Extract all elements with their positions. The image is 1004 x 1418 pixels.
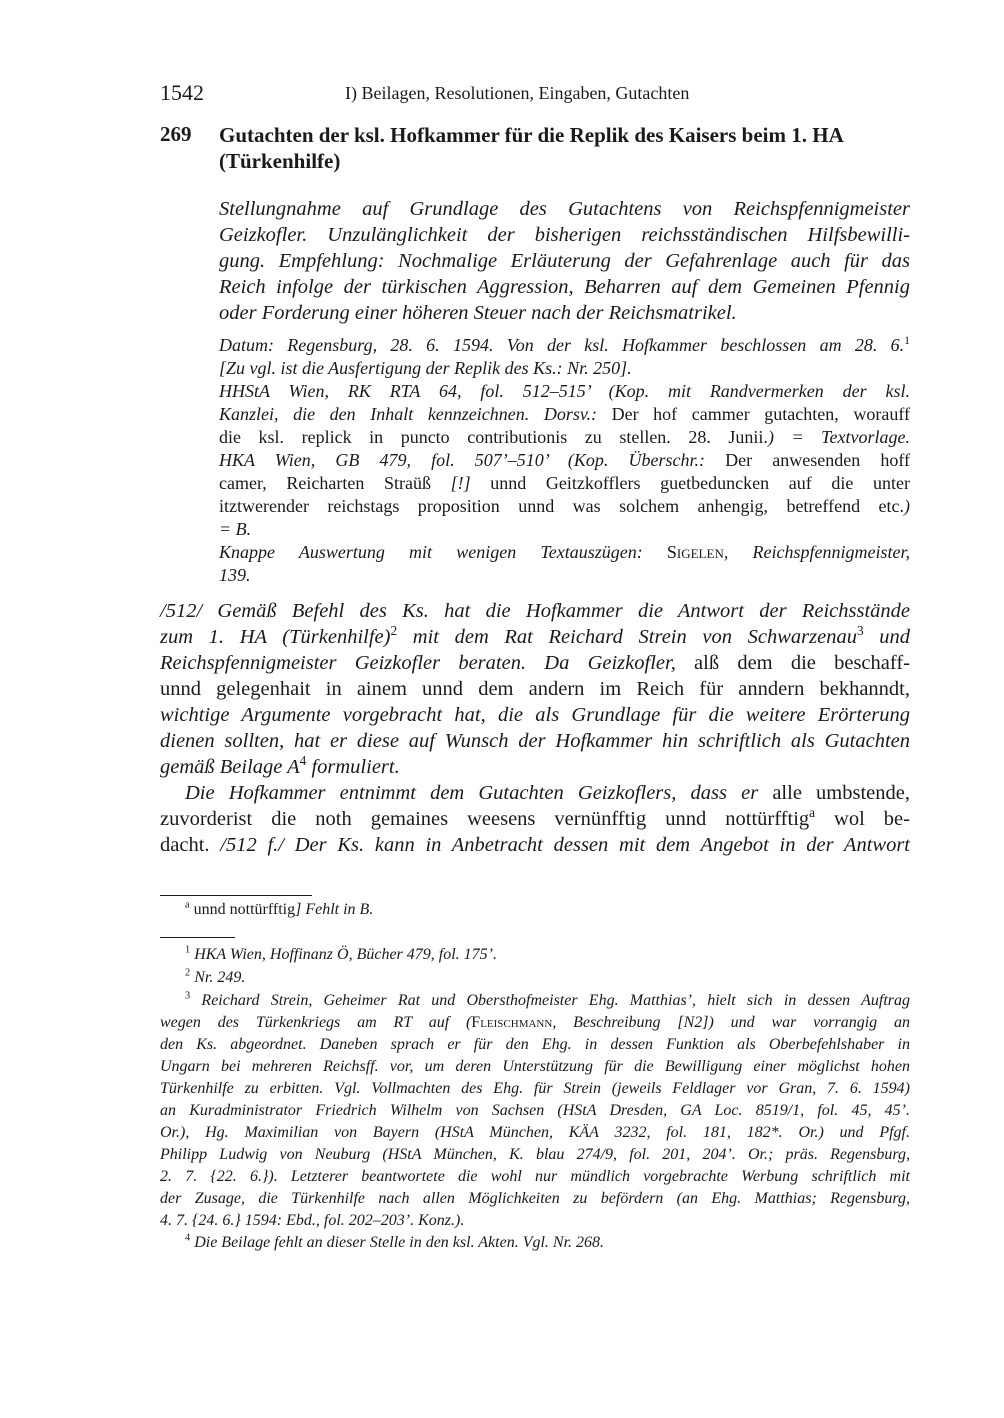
text-run: der Zusage, die Türkenhilfe nach allen Möglichkeiten zu befördern (an Ehg. Matthias; Regensburg, [160, 1190, 910, 1207]
body-line [185, 780, 910, 806]
running-title: I) Beilagen, Resolutionen, Eingaben, Gutachten [345, 83, 690, 103]
summary-line [219, 222, 910, 248]
superscript-marker: 2 [185, 967, 191, 979]
superscript-marker: a [185, 899, 190, 911]
footnotes-line [185, 944, 910, 966]
variant-notes-rule [160, 895, 312, 896]
footnotes-line [160, 1166, 910, 1188]
body-line [160, 806, 910, 832]
text-run: Reichard Strein, Geheimer Rat und Obersthofmeister Ehg. Matthias’, hielt sich in dessen Auftrag [190, 992, 910, 1009]
text-run: gung. Empfehlung: Nochmalige Erläuterung der Gefahrenlage auch für das [219, 250, 910, 272]
text-run: = B. [219, 519, 252, 539]
text-run: 4. 7. {24. 6.} 1594: Ebd., fol. 202–203’. Konz.). [160, 1212, 465, 1229]
text-run: oder Forderung einer höheren Steuer nach der Reichsmatrikel. [219, 302, 737, 324]
footnotes-line [160, 1122, 910, 1144]
text-run: Fleischmann [471, 1014, 553, 1031]
text-run: zuvorderist die noth gemaines weesens vernünfftig unnd nottürfftig [160, 808, 810, 830]
summary-line [219, 196, 910, 222]
source-notes-line [219, 334, 910, 357]
footnotes-line [160, 1056, 910, 1078]
page-number: 1542 [160, 80, 204, 105]
footnotes-line [160, 1210, 910, 1232]
summary-line [219, 300, 910, 326]
document-number: 269 [160, 122, 192, 146]
text-run: dacht. [160, 834, 210, 856]
text-run: Die Beilage fehlt an dieser Stelle in den ksl. Akten. Vgl. Nr. 268. [190, 1234, 605, 1251]
footnotes-line [185, 1232, 910, 1254]
text-run: Or.), Hg. Maximilian von Bayern (HStA München, KÄA 3232, fol. 181, 182*. Or.) und Pfgf. [160, 1124, 910, 1141]
source-notes-line [219, 518, 910, 541]
text-run: zum 1. HA (Türkenhilfe) [160, 626, 391, 648]
body-line [160, 754, 910, 780]
text-run: unnd Geitzkofflers guetbeduncken auf die unter [470, 473, 910, 493]
summary-line [219, 248, 910, 274]
text-run: , Beschreibung [N2]) und war vorrangig an [552, 1014, 911, 1031]
body-line [160, 728, 910, 754]
footnotes-line [160, 1144, 910, 1166]
variant-notes-line [185, 899, 485, 921]
footnotes-line [160, 1034, 910, 1056]
text-run: HKA Wien, Hoffinanz Ö, Bücher 479, fol. 175’. [190, 946, 497, 963]
superscript-marker: 1 [904, 334, 910, 347]
text-run: Der hof cammer gutachten, worauff [597, 404, 910, 424]
source-notes-line [219, 403, 910, 426]
text-run: dienen sollten, hat er diese auf Wunsch der Hofkammer hin schriftlich als Gutachten [160, 730, 910, 752]
text-run: wichtige Argumente vorgebracht hat, die als Grundlage für die weitere Erörterung [160, 704, 910, 726]
body-line [160, 676, 910, 702]
superscript-marker: 3 [856, 623, 864, 639]
text-run: Reichspfennigmeister Geizkofler beraten. Da Geizkofler, [160, 652, 676, 674]
text-run: formuliert. [306, 756, 400, 778]
text-run: 139. [219, 565, 251, 585]
body-line [160, 598, 910, 624]
text-run: /512/ Gemäß Befehl des Ks. hat die Hofkammer die Antwort der Reichsstände [160, 600, 910, 622]
body-line [160, 624, 910, 650]
text-run: Sigelen [666, 542, 724, 562]
text-run: Geizkofler. Unzulänglichkeit der bisherigen reichsständischen Hilfsbewilli- [219, 224, 910, 246]
text-run: Datum: Regensburg, 28. 6. 1594. Von der ksl. Hofkammer beschlossen am 28. 6. [219, 335, 905, 355]
text-run: alle umbstende, [758, 782, 911, 804]
text-run: /512 f./ Der Ks. kann in Anbetracht dessen mit dem Angebot in der Antwort [209, 834, 910, 856]
text-run: 2. 7. {22. 6.}). Letzterer beantwortete die wohl nur mündlich vorgebrachte Werbung schriftlich mit [160, 1168, 910, 1185]
source-notes-line [219, 426, 910, 449]
source-notes-line [219, 449, 910, 472]
source-notes-line [219, 495, 910, 518]
superscript-marker: 4 [299, 753, 307, 769]
text-run: itztwerender reichstags proposition unnd was solchem anhengig, betreffend etc. [219, 496, 904, 516]
text-run: Die Hofkammer entnimmt dem Gutachten Geizkoflers, dass er [185, 782, 759, 804]
source-notes-line [219, 564, 910, 587]
text-run: Nr. 249. [190, 969, 246, 986]
source-notes-line [219, 380, 910, 403]
footnotes-line [160, 1012, 910, 1034]
text-run: ) [904, 496, 910, 516]
text-run: Ungarn bei mehreren Reichsff. vor, um deren Unterstützung für die Bewilligung einer möglichst hohen [160, 1058, 910, 1075]
text-run: wegen des Türkenkriegs am RT auf ( [160, 1014, 472, 1031]
text-run: Stellungnahme auf Grundlage des Gutachtens von Reichspfennigmeister [219, 198, 910, 220]
superscript-marker: 4 [185, 1232, 191, 1244]
text-run: alß dem die beschaff- [675, 652, 910, 674]
body-line [160, 702, 910, 728]
superscript-marker: 3 [185, 990, 191, 1002]
text-run: an Kuradministrator Friedrich Wilhelm von Sachsen (HStA Dresden, GA Loc. 8519/1, fol. 45, 45’. [160, 1102, 910, 1119]
source-notes-line [219, 357, 910, 380]
superscript-marker: a [809, 805, 816, 821]
body-line [160, 832, 910, 858]
text-run: HKA Wien, GB 479, fol. 507’–510’ (Kop. Überschr.: [219, 450, 706, 470]
text-run: und [863, 626, 911, 648]
text-run: den Ks. abgeordnet. Daneben sprach er für den Ehg. in dessen Funktion als Oberbefehlshaber in [160, 1036, 910, 1053]
superscript-marker: 1 [185, 944, 191, 956]
footnotes-line [160, 1100, 910, 1122]
text-run: die ksl. replick in puncto contributionis zu stellen. 28. Junii. [219, 427, 768, 447]
text-run: Kanzlei, die den Inhalt kennzeichnen. Dorsv.: [219, 404, 598, 424]
text-run: , Reichspfennigmeister, [723, 542, 910, 562]
footnotes-line [185, 967, 910, 989]
text-run: unnd gelegenhait in ainem unnd dem andern im Reich für anndern bekhanndt, [160, 678, 910, 700]
footnotes-rule [160, 937, 235, 938]
text-run: HHStA Wien, RK RTA 64, fol. 512–515’ (Kop. mit Randvermerken der ksl. [219, 381, 910, 401]
superscript-marker: 2 [390, 623, 398, 639]
text-run: unnd nottürfftig [189, 901, 296, 918]
text-run: Der anwesenden hoff [705, 450, 910, 470]
document-title: Gutachten der ksl. Hofkammer für die Replik des Kaisers beim 1. HA (Türkenhilfe) [219, 123, 843, 173]
text-run: Knappe Auswertung mit wenigen Textauszügen: [219, 542, 667, 562]
footnotes-line [160, 1078, 910, 1100]
footnotes-line [160, 1188, 910, 1210]
footnotes-line [185, 990, 910, 1012]
text-run: Reich infolge der türkischen Aggression, Beharren auf dem Gemeinen Pfennig [219, 276, 910, 298]
source-notes-line [219, 541, 910, 564]
text-run: Philipp Ludwig von Neuburg (HStA München, K. blau 274/9, fol. 201, 204’. Or.; präs. Regensburg, [160, 1146, 910, 1163]
summary-line [219, 274, 910, 300]
text-run: Türkenhilfe zu erbitten. Vgl. Vollmachten des Ehg. für Strein (jeweils Feldlager vor Gran, 7. 6. 1594) [160, 1080, 910, 1097]
text-run: wol be- [815, 808, 910, 830]
source-notes-line [219, 472, 910, 495]
text-run: [Zu vgl. ist die Ausfertigung der Replik des Ks.: Nr. 250]. [219, 358, 632, 378]
body-line [160, 650, 910, 676]
text-run: mit dem Rat Reichard Strein von Schwarzenau [397, 626, 857, 648]
text-run: [!] [450, 473, 471, 493]
text-run: ] Fehlt in B. [295, 901, 374, 918]
text-run: ) = Textvorlage. [767, 427, 911, 447]
text-run: camer, Reicharten Straüß [219, 473, 451, 493]
text-run: gemäß Beilage A [160, 756, 300, 778]
